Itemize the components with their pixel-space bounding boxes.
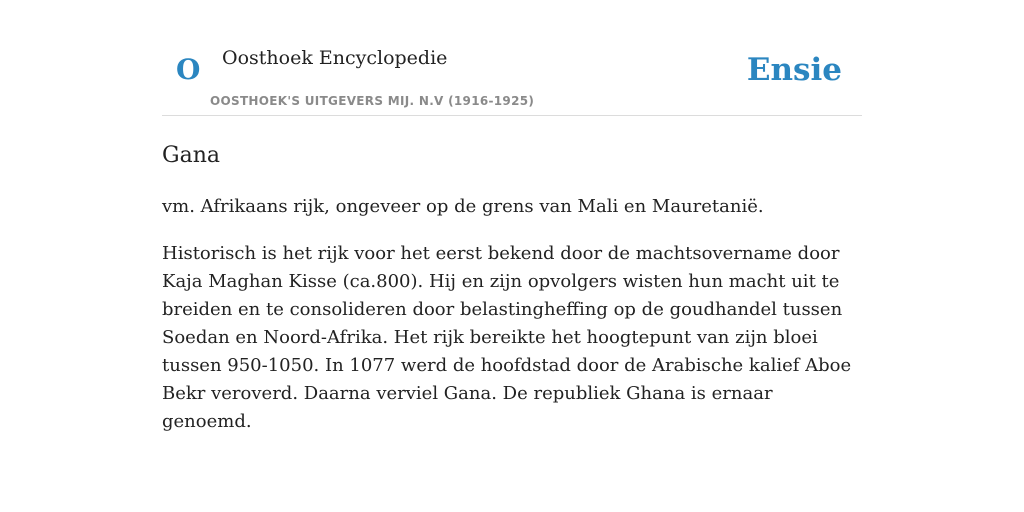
entry-body: Historisch is het rijk voor het eerst bekend door de machtsovername door Kaja Maghan Kisse (ca.800). Hij en zijn opvolgers wisten hun macht uit te breiden en te consolideren door belastingheffing op de goudhandel tussen Soedan en Noord-Afrika. Het rijk bereikte het hoogtepunt van zijn bloei tussen 950-1050. In 1077 werd de hoofdstad door de Arabische kalief Aboe Bekr veroverd. Daarna verviel Gana. De republiek Ghana is ernaar genoemd. — [162, 243, 852, 432]
entry-title: Gana — [162, 143, 220, 168]
page — [162, 0, 862, 436]
site-title-link[interactable]: Oosthoek Encyclopedie — [222, 47, 448, 69]
entry-definition: vm. Afrikaans rijk, ongeveer op de grens van Mali en Mauretanië. — [162, 196, 764, 217]
ensie-logo-link[interactable]: Ensie — [746, 52, 842, 88]
oosthoek-logo-icon[interactable]: O — [176, 53, 201, 86]
publisher-subtitle: OOSTHOEK'S UITGEVERS MIJ. N.V (1916-1925) — [210, 94, 535, 108]
site-header — [162, 44, 862, 116]
